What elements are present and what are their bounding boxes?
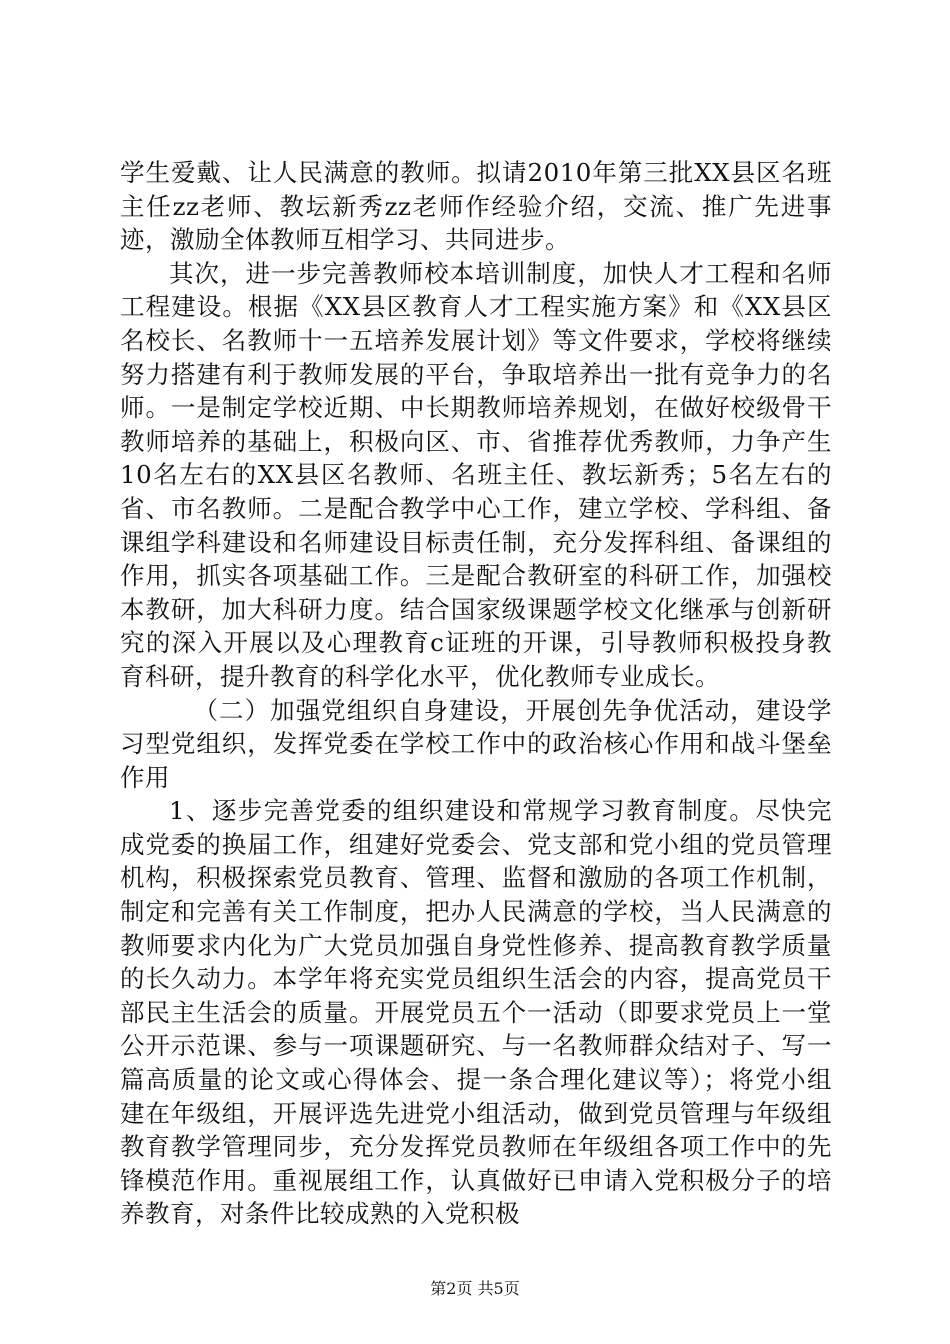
- paragraph-teacher-training: 其次，进一步完善教师校本培训制度，加快人才工程和名师工程建设。根据《XX县区教育人才工程实施方案》和《XX县区名校长、名教师十一五培养发展计划》等文件要求，学校将继续努力搭建有利于教师发展的平台，争取培养出一批有竞争力的名师。一是制定学校近期、中长期教师培养规划，在做好校级骨干教师培养的基础上，积极向区、市、省推荐优秀教师，力争产生10名左右的XX县区名教师、名班主任、教坛新秀；5名左右的省、市名教师。二是配合教学中心工作，建立学校、学科组、备课组学科建设和名师建设目标责任制，充分发挥科组、备课组的作用，抓实各项基础工作。三是配合教研室的科研工作，加强校本教研，加大科研力度。结合国家级课题学校文化继承与创新研究的深入开展以及心理教育c证班的开课，引导教师积极投身教育科研，提升教育的科学化水平，优化教师专业成长。: [120, 258, 832, 691]
- document-body: [120, 156, 832, 1231]
- paragraph-party-organization: 1、逐步完善党委的组织建设和常规学习教育制度。尽快完成党委的换届工作，组建好党委会、党支部和党小组的党员管理机构，积极探索党员教育、管理、监督和激励的各项工作机制，制定和完善有关工作制度，把办人民满意的学校，当人民满意的教师要求内化为广大党员加强自身党性修养、提高教育教学质量的长久动力。本学年将充实党员组织生活会的内容，提高党员干部民主生活会的质量。开展党员五个一活动（即要求党员上一堂公开示范课、参与一项课题研究、与一名教师群众结对子、写一篇高质量的论文或心得体会、提一条合理化建议等）；将党小组建在年级组，开展评选先进党小组活动，做到党员管理与年级组教育教学管理同步，充分发挥党员教师在年级组各项工作中的先锋模范作用。重视展组工作，认真做好已申请入党积极分子的培养教育，对条件比较成熟的入党积极: [120, 796, 832, 1229]
- page-number-footer: 第2页 共5页: [430, 1279, 520, 1298]
- paragraph-continuation: 学生爱戴、让人民满意的教师。拟请2010年第三批XX县区名班主任zz老师、教坛新秀zz老师作经验介绍，交流、推广先进事迹，激励全体教师互相学习、共同进步。: [120, 158, 832, 255]
- section-heading-party-building: （二）加强党组织自身建设，开展创先争优活动，建设学习型党组织，发挥党委在学校工作中的政治核心作用和战斗堡垒作用: [120, 695, 832, 792]
